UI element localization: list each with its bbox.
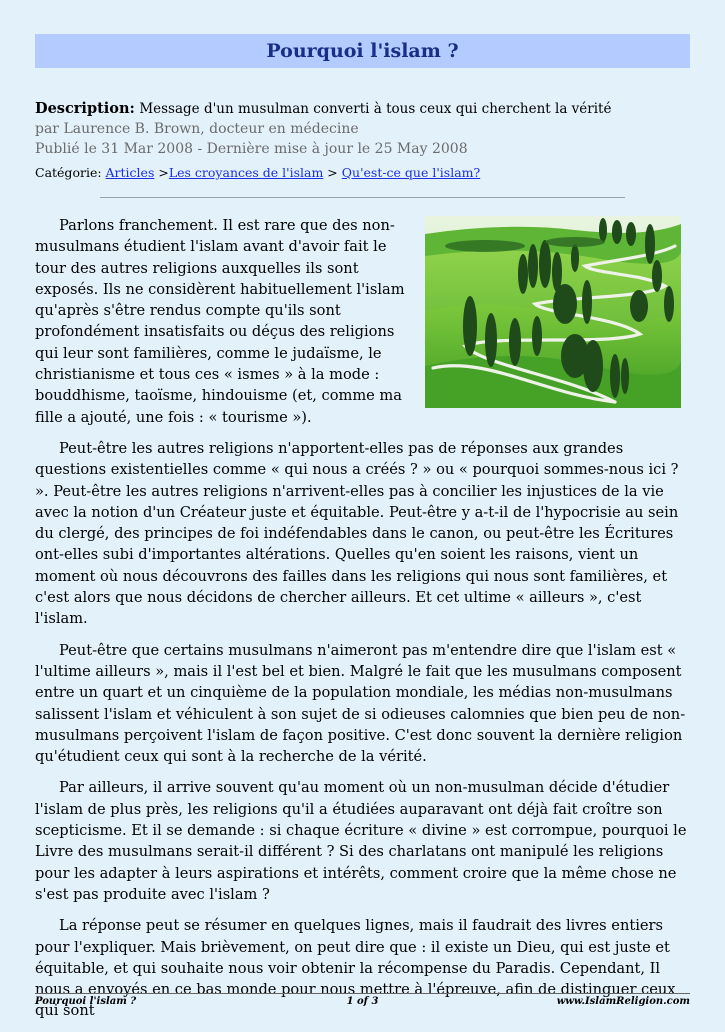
article-body (35, 215, 689, 1032)
title-bar (35, 34, 690, 68)
breadcrumb-separator: > (158, 165, 169, 180)
footer-divider (35, 993, 690, 994)
footer-page-number: 1 of 3 (346, 996, 379, 1007)
paragraph: Peut-être les autres religions n'apportent-elles pas de réponses aux grandes questions existentielles comme « qui nous a créés ? » ou « pourquoi sommes-nous ici ? ». Peut-être les autres religions n'arrivent-elles pas à concilier les injustices de la vie avec la notion d'un Créateur juste et équitable. Peut-être y a-t-il de l'hypocrisie au sein du clergé, des principes de foi indéfendables dans le canon, ou peut-être les Écritures ont-elles subi d'importantes altérations. Quelles qu'en soient les raisons, vient un moment où nous découvrons des failles dans les religions qui nous sont familières, et c'est alors que nous décidons de chercher ailleurs. Et cet ultime « ailleurs », c'est l'islam. (35, 439, 679, 628)
description-text: Message d'un musulman converti à tous ceux qui cherchent la vérité (139, 101, 612, 117)
paragraph: La réponse peut se résumer en quelques lignes, mais il faudrait des livres entiers pour l'expliquer. Mais brièvement, on peut dire que : il existe un Dieu, qui est juste et équitable, et qui souhaite nous voir obtenir la récompense du Paradis. Cependant, Il nous a envoyés en ce bas monde pour nous mettre à l'épreuve, afin de distinguer ceux qui sont (35, 917, 676, 1020)
paragraph: Peut-être que certains musulmans n'aimeront pas m'entendre dire que l'islam est « l'ultime ailleurs », mais il l'est bel et bien. Malgré le fait que les musulmans composent entre un quart et un cinquième de la population mondiale, les médias non-musulmans salissent l'islam et véhiculent à son sujet de si odieuses calomnies que bien peu de non-musulmans perçoivent l'islam de façon positive. C'est donc souvent la dernière religion qu'étudient ceux qui sont à la recherche de la vérité. (35, 641, 686, 766)
footer-title: Pourquoi l'islam ? (35, 996, 137, 1007)
header-divider (100, 197, 625, 198)
category-link-beliefs[interactable]: Les croyances de l'islam (168, 165, 324, 180)
footer-website: www.IslamReligion.com (556, 996, 690, 1007)
category-label: Catégorie: (35, 165, 102, 180)
category-breadcrumb (35, 165, 480, 180)
category-link-articles[interactable]: Articles (105, 165, 155, 180)
paragraph: Parlons franchement. Il est rare que des non-musulmans étudient l'islam avant d'avoir fait le tour des autres religions auxquelles ils sont exposés. Ils ne considèrent habituellement l'islam qu'après s'être rendus compte qu'ils sont profondément insatisfaits ou déçus des religions qui leur sont familières, comme le judaïsme, le christianisme et tous ces « ismes » à la mode : bouddhisme, taoïsme, hindouisme (et, comme ma fille a ajouté, une fois : « tourisme »). (35, 217, 405, 426)
breadcrumb-separator: > (327, 165, 338, 180)
page-title: Pourquoi l'islam ? (266, 40, 459, 62)
description-line (35, 99, 690, 119)
description-label: Description: (35, 100, 135, 117)
category-link-what-is-islam[interactable]: Qu'est-ce que l'islam? (341, 165, 481, 180)
publish-date-line: Publié le 31 Mar 2008 - Dernière mise à jour le 25 May 2008 (35, 141, 468, 157)
paragraph: Par ailleurs, il arrive souvent qu'au moment où un non-musulman décide d'étudier l'islam de plus près, les religions qu'il a étudiées auparavant ont déjà fait croître son scepticisme. Et il se demande : si chaque écriture « divine » est corrompue, pourquoi le Livre des musulmans serait-il différent ? Si des charlatans ont manipulé les religions pour les adapter à leurs aspirations et intérêts, comment croire que la même chose ne s'est pas produite avec l'islam ? (35, 779, 687, 903)
article-meta (35, 99, 690, 159)
page-footer (35, 996, 690, 1010)
author-line: par Laurence B. Brown, docteur en médecine (35, 121, 359, 137)
